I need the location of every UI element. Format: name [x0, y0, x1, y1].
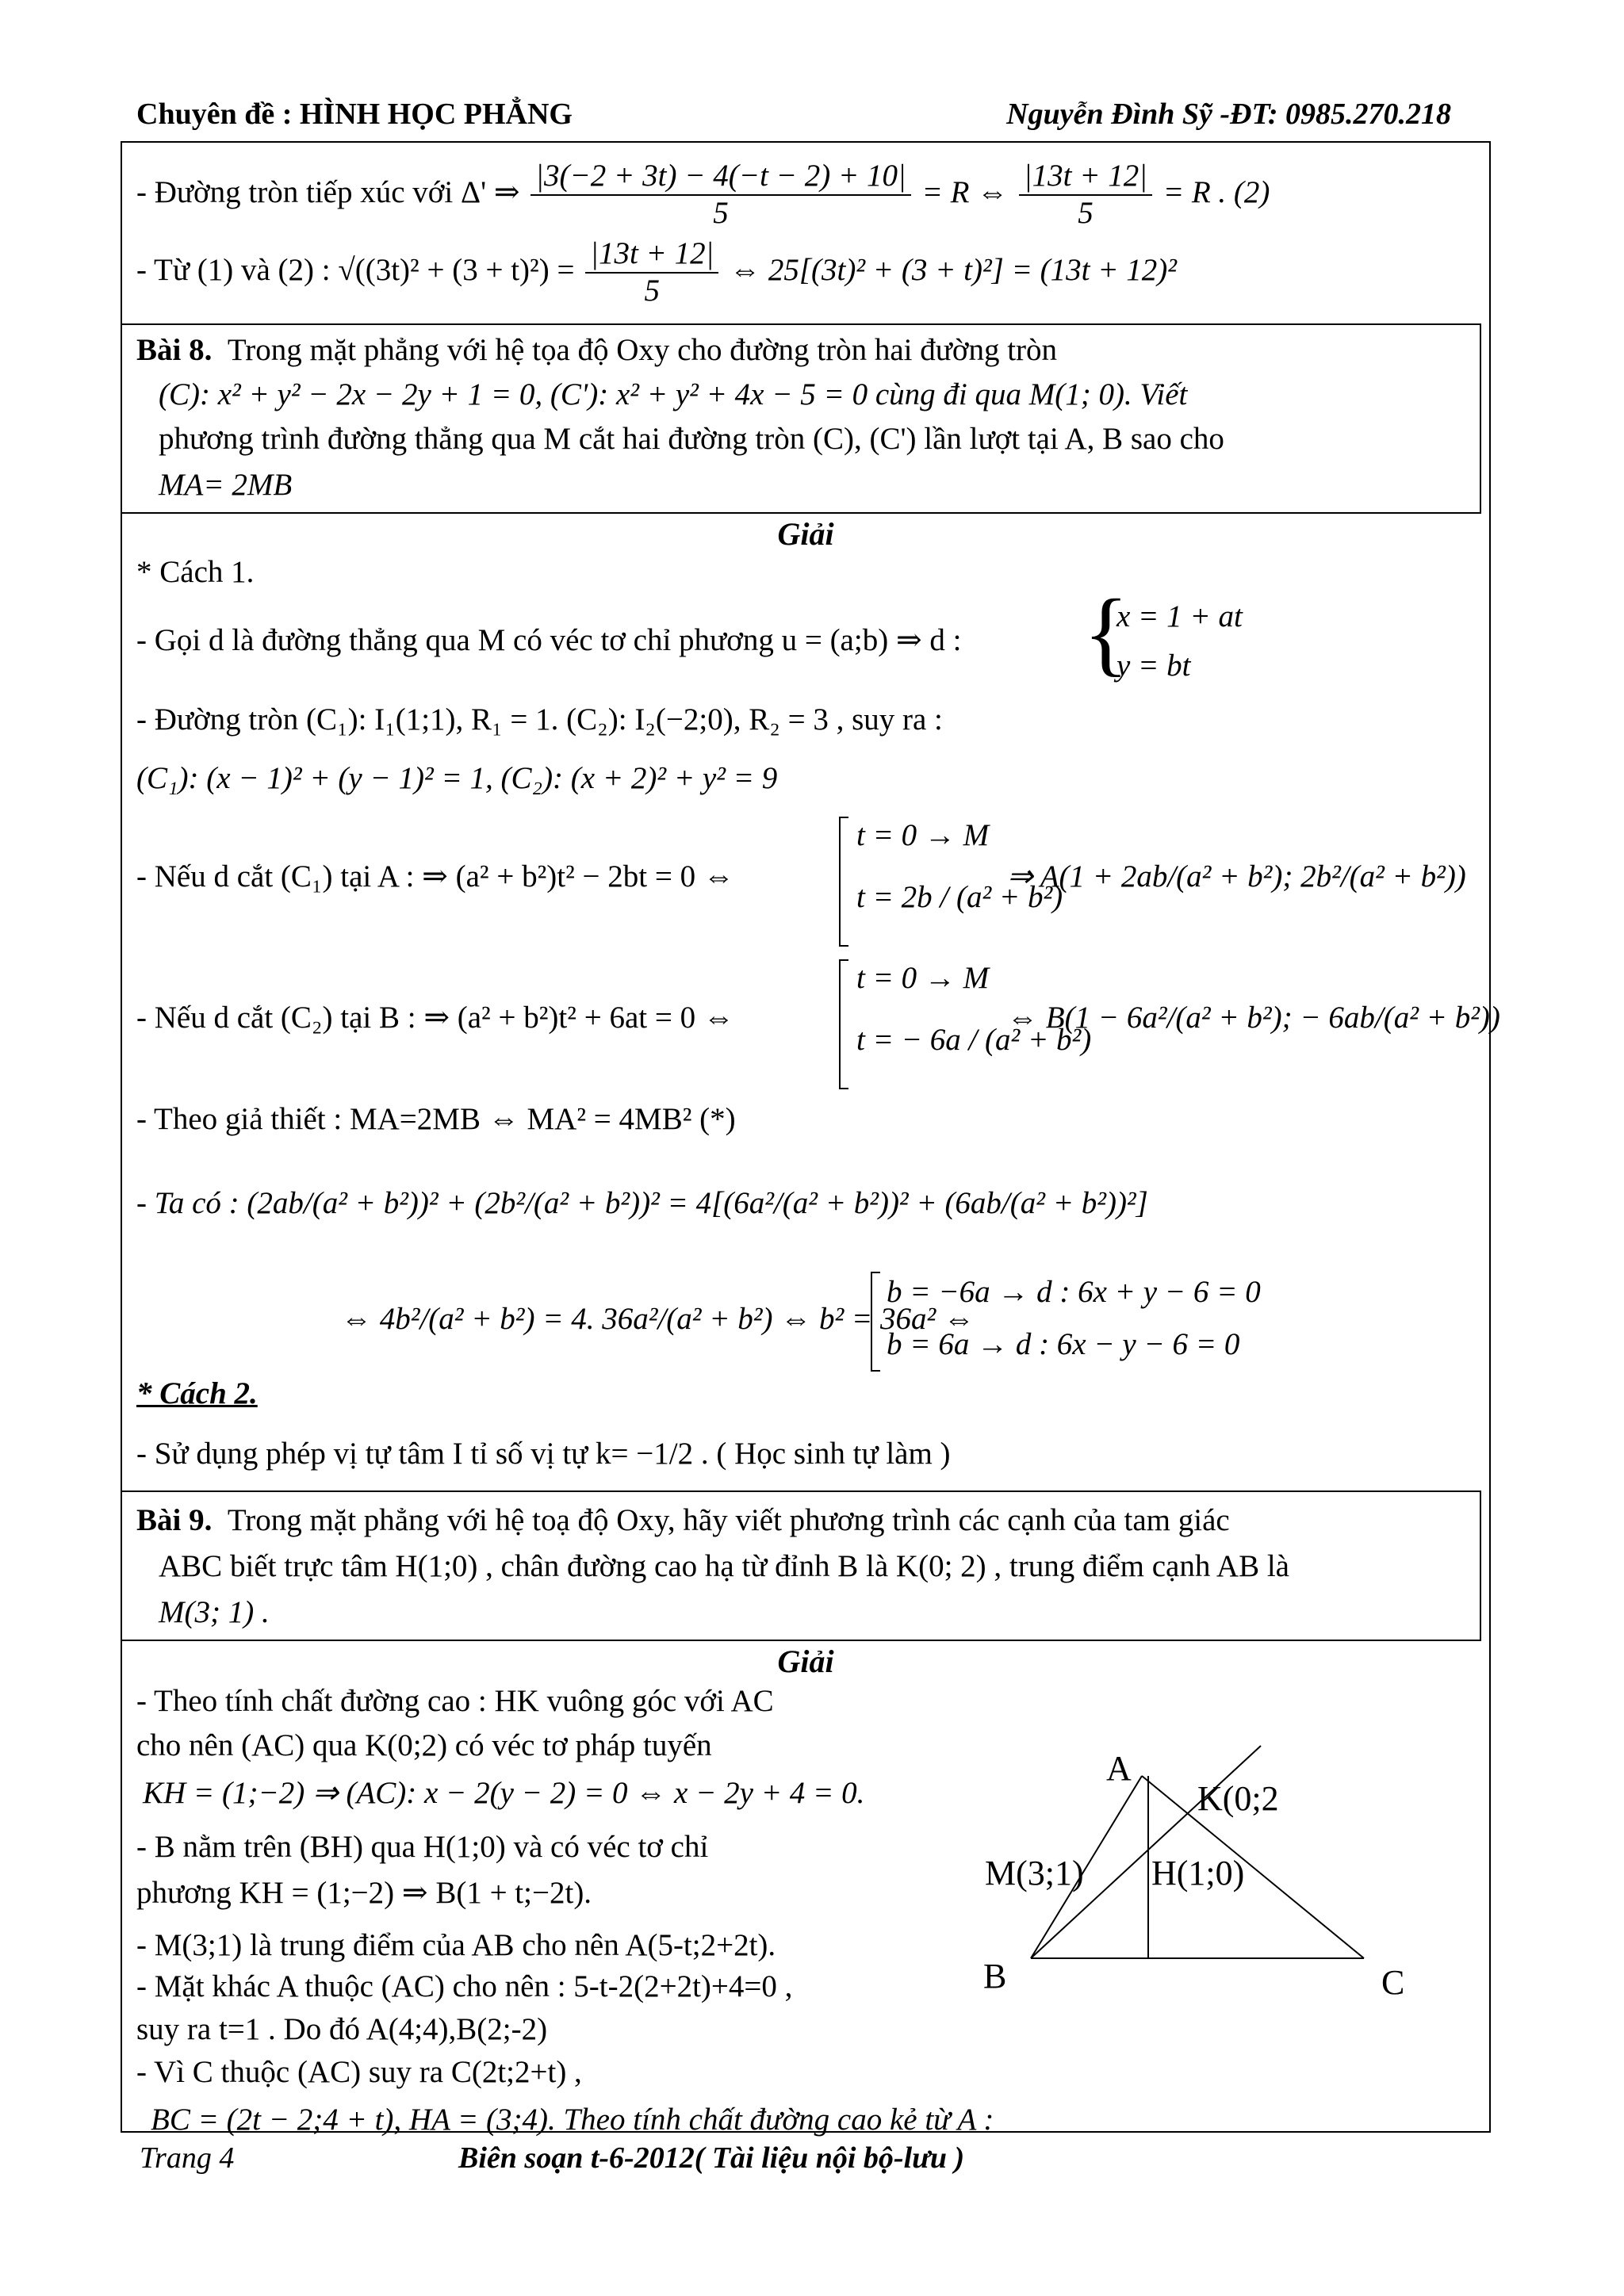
sol9-line-2: cho nên (AC) qua K(0;2) có véc tơ pháp tuyến: [136, 1728, 712, 1762]
solution-heading: Giải: [777, 516, 834, 552]
denominator: 5: [1078, 195, 1094, 230]
text: Trong mặt phẳng với hệ tọa độ Oxy cho đường tròn hai đường tròn: [227, 333, 1058, 367]
case-2: t = − 6a / (a² + b²): [856, 1023, 1092, 1057]
label-H: H(1;0): [1151, 1854, 1245, 1892]
footer-center: Biên soạn t-6-2012( Tài liệu nội bộ-lưu ): [458, 2141, 965, 2175]
method-1-label: * Cách 1.: [136, 555, 255, 589]
label-A: A: [1106, 1749, 1132, 1788]
top-line-2: [136, 236, 1177, 309]
top-line-1: [136, 159, 1270, 232]
text: ⇔ 25[(3t)² + (3 + t)²] = (13t + 12)²: [730, 252, 1177, 287]
bracket: [839, 817, 848, 947]
sol8-system-2: y = bt: [1116, 649, 1191, 683]
sol8-line-9: - Sử dụng phép vị tự tâm I tỉ số vị tự k= −1/2 . ( Học sinh tự làm ): [136, 1437, 951, 1471]
sol9-line-7: - Mặt khác A thuộc (AC) cho nên : 5-t-2(2+2t)+4=0 ,: [136, 1969, 793, 2003]
fraction: [585, 236, 718, 309]
label-K: K(0;2: [1197, 1779, 1279, 1818]
denominator: 5: [644, 273, 661, 308]
problem-9-line-3: M(3; 1) .: [159, 1595, 270, 1629]
sol8-system-1: x = 1 + at: [1116, 599, 1243, 633]
sol9-line-9: - Vì C thuộc (AC) suy ra C(2t;2+t) ,: [136, 2055, 582, 2089]
sol8-line-6: - Theo giả thiết : MA=2MB ⇔ MA² = 4MB² (*): [136, 1102, 736, 1136]
bracket: [839, 959, 848, 1089]
sol8-line-4: - Nếu d cắt (C₁) tại A : ⇒ (a² + b²)t² − 2bt = 0 ⇔: [136, 859, 734, 894]
case-1: b = −6a → d : 6x + y − 6 = 0: [887, 1275, 1261, 1309]
case-2: t = 2b / (a² + b²): [856, 880, 1063, 914]
sol8-line-1: - Gọi d là đường thẳng qua M có véc tơ chỉ phương u = (a;b) ⇒ d :: [136, 623, 962, 657]
sol9-line-10: BC = (2t − 2;4 + t), HA = (3;4). Theo tính chất đường cao kẻ từ A :: [151, 2103, 994, 2137]
fraction: [1019, 159, 1152, 232]
point-B: ⇔ B(1 − 6a²/(a² + b²); − 6ab/(a² + b²)): [1007, 1001, 1500, 1035]
text: = R . (2): [1162, 174, 1270, 209]
sol8-line-3: (C₁): (x − 1)² + (y − 1)² = 1, (C₂): (x + 2)² + y² = 9: [136, 761, 778, 795]
sol9-line-3: KH = (1;−2) ⇒ (AC): x − 2(y − 2) = 0 ⇔ x − 2y + 4 = 0.: [143, 1776, 865, 1810]
numerator: |13t + 12|: [1019, 159, 1152, 196]
sol8-line-2: - Đường tròn (C₁): I₁(1;1), R₁ = 1. (C₂): I₂(−2;0), R₂ = 3 , suy ra :: [136, 702, 943, 737]
sol9-line-4: - B nằm trên (BH) qua H(1;0) và có véc tơ chỉ: [136, 1830, 709, 1864]
sol8-line-5: - Nếu d cắt (C₂) tại B : ⇒ (a² + b²)t² + 6at = 0 ⇔: [136, 1001, 734, 1035]
solution-heading-2: Giải: [777, 1644, 834, 1679]
sol9-line-1: - Theo tính chất đường cao : HK vuông góc với AC: [136, 1684, 774, 1718]
problem-8-line-1: [136, 333, 1057, 369]
label-B: B: [983, 1957, 1007, 1996]
problem-8-line-2: (C): x² + y² − 2x − 2y + 1 = 0, (C'): x² + y² + 4x − 5 = 0 cùng đi qua M(1; 0). Viết: [159, 377, 1188, 411]
numerator: |13t + 12|: [585, 236, 718, 274]
footer-page: Trang 4: [140, 2141, 235, 2175]
sol9-line-5: phương KH = (1;−2) ⇒ B(1 + t;−2t).: [136, 1876, 592, 1910]
denominator: 5: [713, 195, 729, 230]
numerator: |3(−2 + 3t) − 4(−t − 2) + 10|: [530, 159, 910, 196]
problem-9-line-1: [136, 1503, 1230, 1539]
sol8-line-7: - Ta có : (2ab/(a² + b²))² + (2b²/(a² + b²))² = 4[(6a²/(a² + b²))² + (6ab/(a² + b²))²]: [136, 1186, 1148, 1220]
sol9-line-6: - M(3;1) là trung điểm của AB cho nên A(5-t;2+2t).: [136, 1928, 776, 1962]
problem-title: Bài 9.: [136, 1503, 213, 1537]
brace: {: [1083, 580, 1129, 685]
problem-8-line-4: MA= 2MB: [159, 468, 293, 502]
header-right: Nguyễn Đình Sỹ -ĐT: 0985.270.218: [1006, 98, 1451, 131]
problem-title: Bài 8.: [136, 333, 213, 367]
fraction: [530, 159, 910, 232]
header-left: Chuyên đề : HÌNH HỌC PHẲNG: [136, 98, 573, 131]
case-1: t = 0 → M: [856, 818, 990, 852]
case-2: b = 6a → d : 6x − y − 6 = 0: [887, 1327, 1240, 1361]
altitude-BK: [1031, 1746, 1261, 1958]
text: - Từ (1) và (2) : √((3t)² + (3 + t)²) =: [136, 252, 575, 287]
problem-8-line-3: phương trình đường thẳng qua M cắt hai đường tròn (C), (C') lần lượt tại A, B sao cho: [159, 422, 1224, 456]
sol8-line-8: ⇔ 4b²/(a² + b²) = 4. 36a²/(a² + b²) ⇔ b² = 36a² ⇔: [341, 1302, 975, 1336]
case-1: t = 0 → M: [856, 961, 990, 995]
text: - Đường tròn tiếp xúc với Δ' ⇒: [136, 174, 520, 209]
text: = R ⇔: [921, 174, 1009, 209]
label-M: M(3;1): [985, 1854, 1084, 1892]
point-A: ⇒ A(1 + 2ab/(a² + b²); 2b²/(a² + b²)): [1007, 859, 1466, 894]
label-C: C: [1381, 1963, 1405, 2002]
sol9-line-8: suy ra t=1 . Do đó A(4;4),B(2;-2): [136, 2012, 548, 2046]
text: Trong mặt phẳng với hệ toạ độ Oxy, hãy viết phương trình các cạnh của tam giác: [227, 1503, 1230, 1537]
bracket: [871, 1272, 880, 1372]
problem-9-line-2: ABC biết trực tâm H(1;0) , chân đường cao hạ từ đỉnh B là K(0; 2) , trung điểm cạnh AB là: [159, 1549, 1289, 1583]
method-2-label: * Cách 2.: [136, 1376, 258, 1410]
